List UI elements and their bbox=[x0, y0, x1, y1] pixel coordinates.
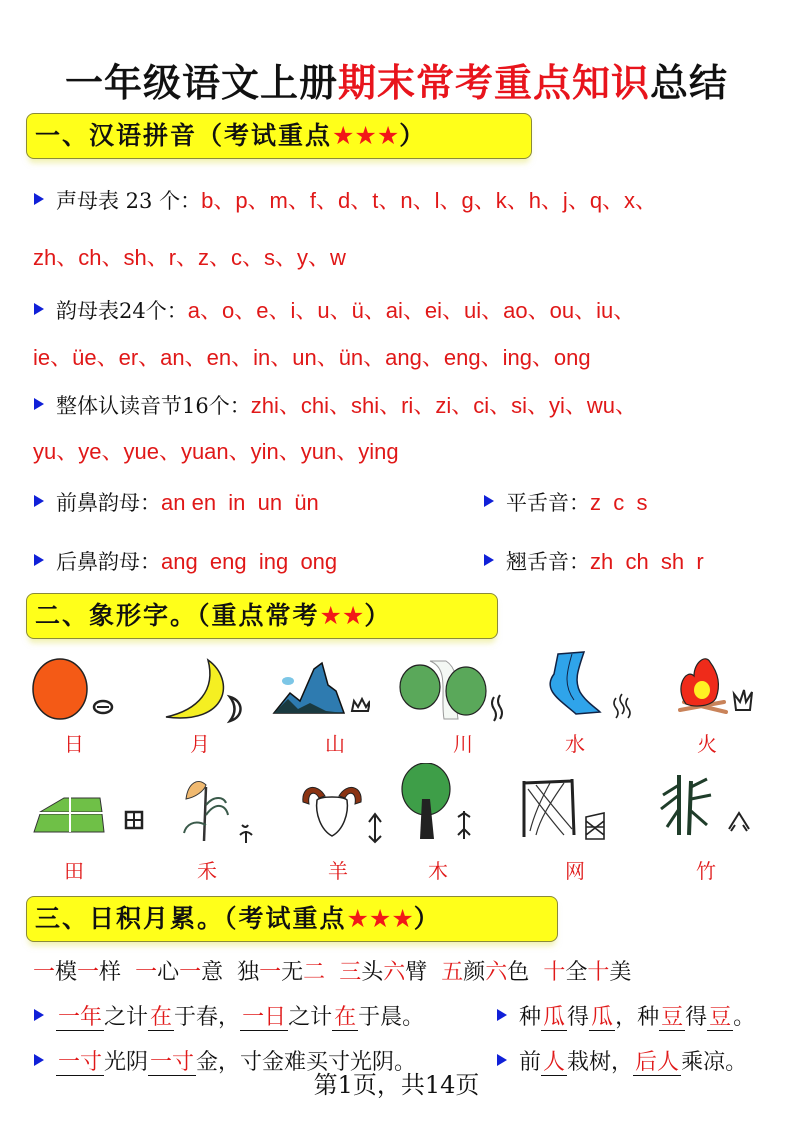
whole-syllables-values: zhi、chi、shi、ri、zi、ci、si、yi、wu、 bbox=[250, 393, 637, 418]
idiom-char: 一 bbox=[33, 960, 56, 985]
idiom-char: 六 bbox=[485, 960, 508, 985]
initials-label: 声母表 23 个： bbox=[56, 189, 202, 213]
whole-syllables-line-2 bbox=[33, 435, 399, 466]
idiom bbox=[237, 960, 325, 985]
pictograph-label: 木 bbox=[428, 859, 448, 883]
saying-text: 。 bbox=[733, 1005, 756, 1030]
heading-close: ） bbox=[413, 904, 441, 933]
saying-2 bbox=[497, 1000, 755, 1031]
bamboo-icon bbox=[655, 765, 765, 840]
initials-values: b、p、m、f、d、t、n、l、g、k、h、j、q、x、 bbox=[201, 188, 658, 213]
idiom bbox=[543, 960, 631, 985]
saying-text: 栽树， bbox=[567, 1050, 634, 1075]
pictograph-label: 川 bbox=[453, 732, 473, 756]
section-heading-pinyin bbox=[26, 113, 532, 159]
idiom-char: 一 bbox=[135, 960, 158, 985]
fill-blank: 瓜 bbox=[591, 1005, 614, 1030]
title-part-3: 总结 bbox=[650, 61, 729, 105]
bullet-triangle-icon bbox=[34, 495, 44, 507]
heading-close: ） bbox=[399, 121, 427, 150]
idiom-char: 三 bbox=[339, 960, 362, 985]
idiom-char: 心 bbox=[157, 960, 180, 985]
page-title bbox=[0, 52, 793, 107]
finals-line bbox=[34, 294, 635, 325]
heading-close: ） bbox=[364, 601, 392, 630]
idiom-char: 十 bbox=[543, 960, 566, 985]
retroflex-values: zh ch sh r bbox=[590, 549, 704, 574]
idiom-char: 颜 bbox=[463, 960, 486, 985]
idiom-char: 美 bbox=[609, 960, 632, 985]
idiom-char: 头 bbox=[361, 960, 384, 985]
fill-blank: 在 bbox=[150, 1005, 173, 1030]
idiom-char: 一 bbox=[77, 960, 100, 985]
flat-tongue-values: z c s bbox=[590, 490, 648, 515]
idiom-char: 五 bbox=[441, 960, 464, 985]
bullet-triangle-icon bbox=[34, 398, 44, 410]
initials-line bbox=[34, 184, 657, 215]
idiom bbox=[135, 960, 223, 985]
fill-blank: 一日 bbox=[242, 1005, 287, 1030]
heading-text: 三、日积月累。（考试重点 bbox=[35, 904, 347, 933]
finals-values-2: ie、üe、er、an、en、in、un、ün、ang、eng、ing、ong bbox=[33, 345, 591, 370]
saying-text: 乘凉。 bbox=[681, 1050, 748, 1075]
idiom-char: 无 bbox=[281, 960, 304, 985]
idiom bbox=[33, 960, 121, 985]
idiom-char: 臂 bbox=[405, 960, 428, 985]
pictograph-label: 日 bbox=[64, 732, 84, 756]
idiom-char: 六 bbox=[383, 960, 406, 985]
retroflex-line bbox=[484, 546, 704, 576]
bullet-triangle-icon bbox=[497, 1009, 507, 1021]
front-nasal-values: an en in un ün bbox=[161, 490, 319, 515]
flat-tongue-label: 平舌音： bbox=[506, 491, 590, 515]
bullet-triangle-icon bbox=[484, 554, 494, 566]
star-icon: ★★★ bbox=[346, 904, 414, 933]
title-highlight: 期末常考重点知识 bbox=[337, 61, 650, 105]
bullet-triangle-icon bbox=[34, 193, 44, 205]
back-nasal-label: 后鼻韵母： bbox=[56, 550, 161, 574]
back-nasal-line bbox=[34, 546, 337, 576]
initials-line-2 bbox=[33, 241, 346, 272]
fill-blank: 在 bbox=[334, 1005, 357, 1030]
idiom-char: 模 bbox=[55, 960, 78, 985]
saying-text: 得 bbox=[685, 1005, 708, 1030]
pictograph-label: 网 bbox=[565, 859, 585, 883]
idiom bbox=[339, 960, 427, 985]
idiom-char: 意 bbox=[201, 960, 224, 985]
river-icon bbox=[398, 655, 508, 727]
page-number: 第1页，共14页 bbox=[313, 1071, 480, 1099]
idiom-char: 独 bbox=[237, 960, 260, 985]
bullet-triangle-icon bbox=[34, 303, 44, 315]
whole-syllables-values-2: yu、ye、yue、yuan、yin、yun、ying bbox=[33, 439, 399, 464]
mountain-icon bbox=[270, 655, 370, 725]
whole-syllables-line bbox=[34, 389, 637, 420]
idioms-line bbox=[33, 955, 631, 986]
flat-tongue-line bbox=[484, 487, 647, 517]
idiom-char: 一 bbox=[179, 960, 202, 985]
saying-text: 之计 bbox=[288, 1005, 333, 1030]
idiom-char: 一 bbox=[259, 960, 282, 985]
idiom-char: 十 bbox=[587, 960, 610, 985]
tree-icon bbox=[400, 763, 490, 843]
saying-text: 之计 bbox=[104, 1005, 149, 1030]
fill-blank: 豆 bbox=[661, 1005, 684, 1030]
sun-icon bbox=[30, 655, 120, 725]
pictograph-label: 田 bbox=[64, 859, 84, 883]
saying-text: 于晨。 bbox=[358, 1005, 425, 1030]
section-heading-pictographs bbox=[26, 593, 498, 639]
title-part-1: 一年级语文上册 bbox=[64, 61, 338, 105]
saying-text: 得 bbox=[567, 1005, 590, 1030]
pictograph-label: 月 bbox=[190, 732, 210, 756]
grain-icon bbox=[178, 775, 268, 845]
saying-text: 光阴 bbox=[104, 1050, 149, 1075]
saying-text: 前 bbox=[519, 1050, 542, 1075]
idiom-char: 样 bbox=[99, 960, 122, 985]
fill-blank: 一寸 bbox=[150, 1050, 195, 1075]
pictograph-label: 水 bbox=[565, 732, 585, 756]
idiom-char: 二 bbox=[303, 960, 326, 985]
finals-label: 韵母表24个： bbox=[56, 299, 188, 323]
star-icon: ★★★ bbox=[332, 121, 400, 150]
fill-blank: 一寸 bbox=[58, 1050, 103, 1075]
star-icon: ★★ bbox=[319, 601, 365, 630]
heading-text: 一、汉语拼音（考试重点 bbox=[35, 121, 333, 150]
water-icon bbox=[540, 650, 640, 722]
saying-text: 种 bbox=[519, 1005, 542, 1030]
fill-blank: 一年 bbox=[58, 1005, 103, 1030]
field-icon bbox=[30, 790, 150, 840]
whole-syllables-label: 整体认读音节16个： bbox=[56, 394, 251, 418]
bullet-triangle-icon bbox=[484, 495, 494, 507]
fill-blank: 瓜 bbox=[543, 1005, 566, 1030]
finals-line-2 bbox=[33, 341, 591, 372]
retroflex-label: 翘舌音： bbox=[506, 550, 590, 574]
idiom bbox=[441, 960, 529, 985]
back-nasal-values: ang eng ing ong bbox=[161, 549, 338, 574]
moon-icon bbox=[158, 655, 248, 725]
pictograph-label: 禾 bbox=[197, 859, 217, 883]
saying-text: ，种 bbox=[615, 1005, 660, 1030]
front-nasal-line bbox=[34, 487, 319, 517]
pictograph-label: 竹 bbox=[696, 859, 716, 883]
pictograph-label: 火 bbox=[697, 732, 717, 756]
fill-blank: 后人 bbox=[635, 1050, 680, 1075]
finals-values: a、o、e、i、u、ü、ai、ei、ui、ao、ou、iu、 bbox=[187, 298, 636, 323]
saying-text: 金，寸金难买寸光阴。 bbox=[196, 1050, 417, 1075]
idiom-char: 全 bbox=[565, 960, 588, 985]
fire-icon bbox=[672, 648, 772, 720]
sheep-icon bbox=[295, 780, 395, 850]
pictograph-label: 山 bbox=[325, 732, 345, 756]
heading-text: 二、象形字。（重点常考 bbox=[35, 601, 320, 630]
bullet-triangle-icon bbox=[34, 554, 44, 566]
fill-blank: 人 bbox=[543, 1050, 566, 1075]
section-heading-accumulation bbox=[26, 896, 558, 942]
pictograph-label: 羊 bbox=[328, 859, 348, 883]
initials-values-2: zh、ch、sh、r、z、c、s、y、w bbox=[33, 245, 346, 270]
saying-text: 于春， bbox=[174, 1005, 241, 1030]
saying-1 bbox=[34, 1000, 424, 1031]
front-nasal-label: 前鼻韵母： bbox=[56, 491, 161, 515]
net-icon bbox=[520, 775, 630, 845]
idiom-char: 色 bbox=[507, 960, 530, 985]
bullet-triangle-icon bbox=[34, 1009, 44, 1021]
fill-blank: 豆 bbox=[709, 1005, 732, 1030]
